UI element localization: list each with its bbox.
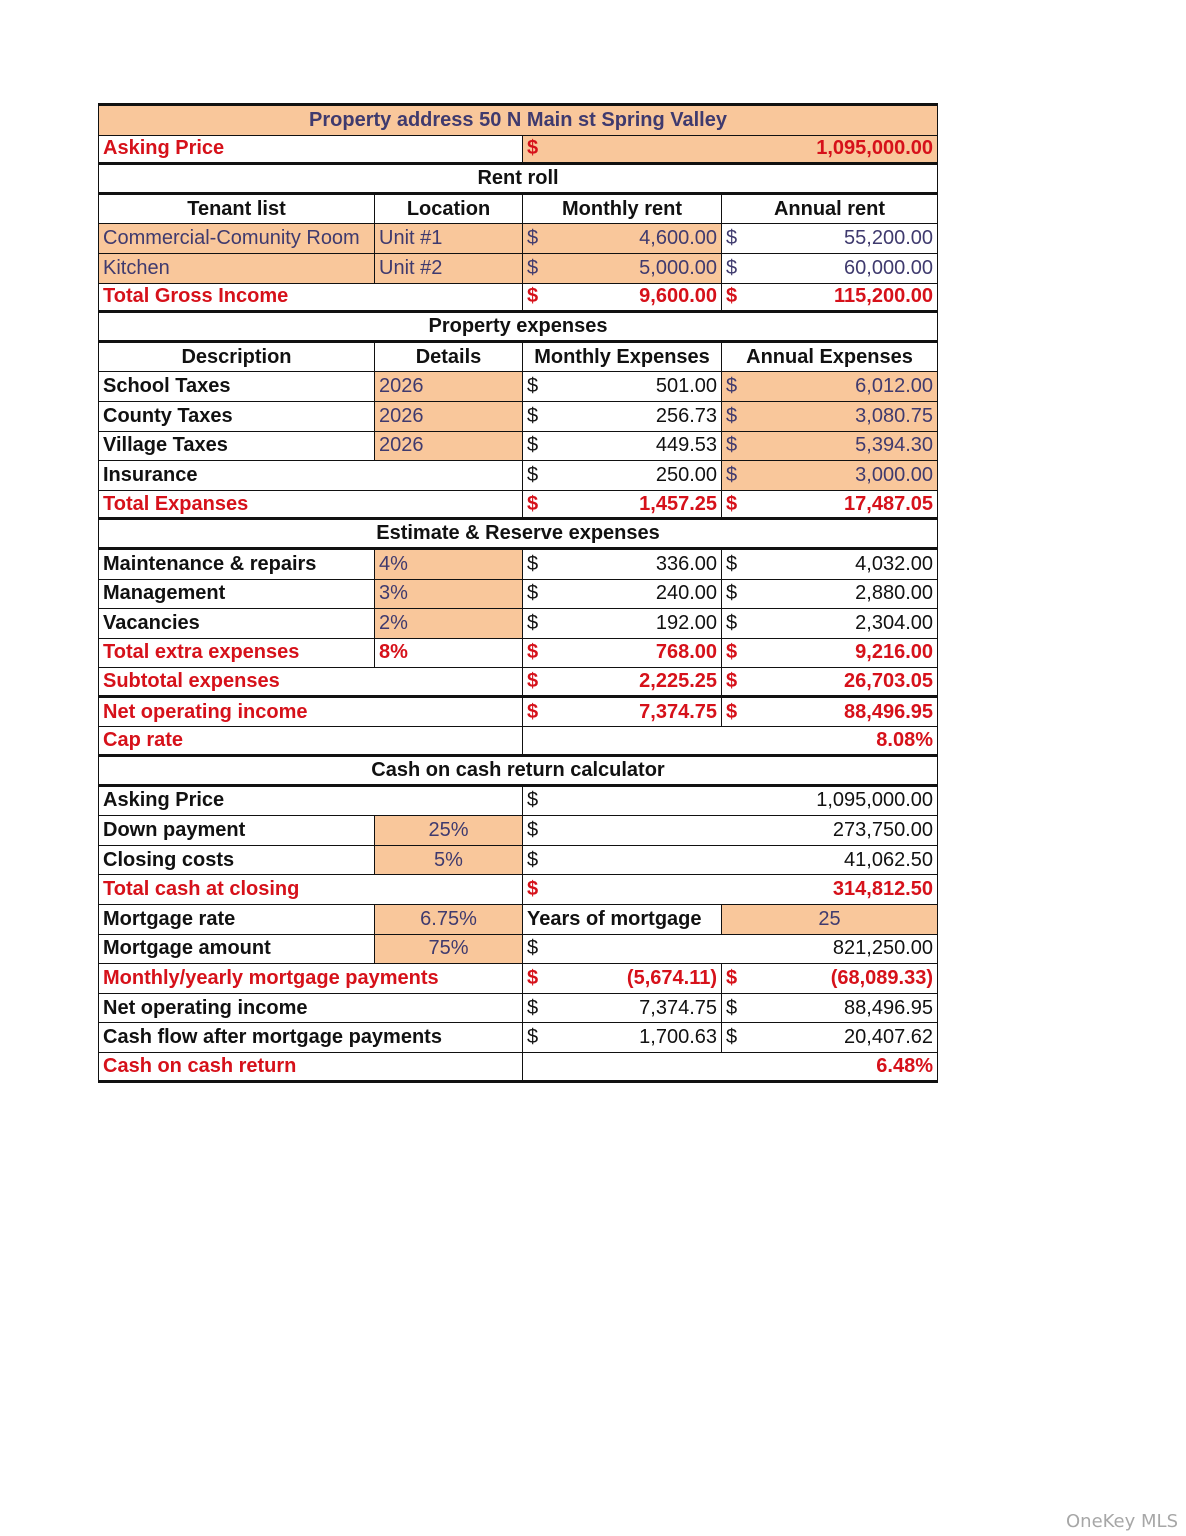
noi-row [98, 698, 938, 728]
expense-details: 2026 [374, 432, 522, 461]
mortgage-amount-label: Mortgage amount [98, 935, 374, 964]
tenant-name: Kitchen [98, 254, 374, 283]
cash-flow-annual: $ 20,407.62 [721, 1023, 938, 1052]
coc-return-value: 6.48% [522, 1053, 938, 1080]
expense-annual: $ 3,000.00 [721, 461, 938, 490]
cash-flow-label: Cash flow after mortgage payments [98, 1023, 522, 1052]
col-header: Annual rent [721, 195, 938, 224]
closing-costs-percent: 5% [374, 846, 522, 875]
cap-rate-label: Cap rate [98, 727, 522, 754]
expense-monthly: $ 449.53 [522, 432, 721, 461]
expense-row [98, 432, 938, 462]
down-payment-row [98, 816, 938, 846]
years-of-mortgage-label: Years of mortgage [522, 905, 721, 934]
rent-roll-header-row [98, 195, 938, 225]
noi-label: Net operating income [98, 698, 522, 727]
down-payment-label: Down payment [98, 816, 374, 845]
monthly-rent: $ 5,000.00 [522, 254, 721, 283]
reserve-row [98, 580, 938, 610]
mortgage-payments-annual: $ (68,089.33) [721, 964, 938, 993]
closing-costs-row [98, 846, 938, 876]
total-gross-income-label: Total Gross Income [98, 284, 522, 311]
cap-rate-row [98, 727, 938, 757]
sheet-title: Property address 50 N Main st Spring Valley [98, 106, 938, 135]
coc-return-row [98, 1053, 938, 1083]
reserve-description: Maintenance & repairs [98, 550, 374, 579]
expenses-header-row [98, 343, 938, 373]
reserve-monthly: $ 192.00 [522, 609, 721, 638]
total-expenses-row [98, 491, 938, 521]
col-header: Annual Expenses [721, 343, 938, 372]
total-extra-label: Total extra expenses [98, 639, 374, 668]
coc-return-label: Cash on cash return [98, 1053, 522, 1080]
rent-roll-heading-row [98, 165, 938, 195]
total-gross-income-row [98, 284, 938, 314]
expense-details: 2026 [374, 372, 522, 401]
expense-description: Village Taxes [98, 432, 374, 461]
expense-annual: $ 6,012.00 [721, 372, 938, 401]
asking-price-value: $ 1,095,000.00 [522, 136, 938, 163]
monthly-rent: $ 4,600.00 [522, 224, 721, 253]
annual-rent: $ 55,200.00 [721, 224, 938, 253]
expense-annual: $ 3,080.75 [721, 402, 938, 431]
col-header: Monthly rent [522, 195, 721, 224]
closing-costs-label: Closing costs [98, 846, 374, 875]
reserve-description: Vacancies [98, 609, 374, 638]
annual-rent: $ 60,000.00 [721, 254, 938, 283]
reserve-row [98, 550, 938, 580]
coc-heading: Cash on cash return calculator [98, 757, 938, 784]
mortgage-amount-value: $ 821,250.00 [522, 935, 938, 964]
mortgage-rate-percent: 6.75% [374, 905, 522, 934]
total-expenses-annual: $ 17,487.05 [721, 491, 938, 518]
expenses-heading-row [98, 313, 938, 343]
cap-rate-value: 8.08% [522, 727, 938, 754]
total-extra-percent: 8% [374, 639, 522, 668]
noi-annual: $ 88,496.95 [721, 698, 938, 727]
mortgage-amount-percent: 75% [374, 935, 522, 964]
total-expenses-label: Total Expanses [98, 491, 522, 518]
asking-price-row [98, 136, 938, 166]
reserve-annual: $ 2,880.00 [721, 580, 938, 609]
reserve-heading: Estimate & Reserve expenses [98, 520, 938, 547]
rent-row [98, 254, 938, 284]
tenant-name: Commercial-Comunity Room [98, 224, 374, 253]
coc-asking-row [98, 787, 938, 817]
mortgage-payments-monthly: $ (5,674.11) [522, 964, 721, 993]
tenant-location: Unit #2 [374, 254, 522, 283]
reserve-annual: $ 2,304.00 [721, 609, 938, 638]
expense-row [98, 461, 938, 491]
coc-noi-monthly: $ 7,374.75 [522, 994, 721, 1023]
total-cash-value: $ 314,812.50 [522, 875, 938, 904]
down-payment-percent: 25% [374, 816, 522, 845]
expenses-heading: Property expenses [98, 313, 938, 340]
coc-noi-label: Net operating income [98, 994, 522, 1023]
mortgage-payments-label: Monthly/yearly mortgage payments [98, 964, 522, 993]
reserve-monthly: $ 240.00 [522, 580, 721, 609]
expense-monthly: $ 250.00 [522, 461, 721, 490]
total-extra-monthly: $ 768.00 [522, 639, 721, 668]
property-analysis-sheet [98, 103, 938, 1083]
coc-asking-label: Asking Price [98, 787, 522, 816]
mortgage-amount-row [98, 935, 938, 965]
watermark: OneKey MLS [1066, 1511, 1178, 1532]
expense-details: 2026 [374, 402, 522, 431]
coc-asking-value: $ 1,095,000.00 [522, 787, 938, 816]
expense-row [98, 372, 938, 402]
expense-row [98, 402, 938, 432]
reserve-description: Management [98, 580, 374, 609]
closing-costs-value: $ 41,062.50 [522, 846, 938, 875]
total-cash-row [98, 875, 938, 905]
coc-heading-row [98, 757, 938, 787]
reserve-percent: 3% [374, 580, 522, 609]
mortgage-rate-row [98, 905, 938, 935]
reserve-percent: 2% [374, 609, 522, 638]
expense-annual: $ 5,394.30 [721, 432, 938, 461]
expense-monthly: $ 256.73 [522, 402, 721, 431]
reserve-monthly: $ 336.00 [522, 550, 721, 579]
reserve-heading-row [98, 520, 938, 550]
total-extra-expenses-row [98, 639, 938, 669]
cash-flow-monthly: $ 1,700.63 [522, 1023, 721, 1052]
years-of-mortgage-value: 25 [721, 905, 938, 934]
title-row [98, 106, 938, 136]
col-header: Location [374, 195, 522, 224]
down-payment-value: $ 273,750.00 [522, 816, 938, 845]
total-gross-annual: $ 115,200.00 [721, 284, 938, 311]
expense-description: County Taxes [98, 402, 374, 431]
subtotal-label: Subtotal expenses [98, 668, 522, 695]
total-extra-annual: $ 9,216.00 [721, 639, 938, 668]
rent-roll-heading: Rent roll [98, 165, 938, 192]
subtotal-monthly: $ 2,225.25 [522, 668, 721, 695]
cash-flow-row [98, 1023, 938, 1053]
col-header: Description [98, 343, 374, 372]
expense-description: Insurance [98, 461, 522, 490]
col-header: Details [374, 343, 522, 372]
expense-monthly: $ 501.00 [522, 372, 721, 401]
col-header: Tenant list [98, 195, 374, 224]
total-gross-monthly: $ 9,600.00 [522, 284, 721, 311]
rent-row [98, 224, 938, 254]
mortgage-payments-row [98, 964, 938, 994]
subtotal-expenses-row [98, 668, 938, 698]
mortgage-rate-label: Mortgage rate [98, 905, 374, 934]
expense-description: School Taxes [98, 372, 374, 401]
tenant-location: Unit #1 [374, 224, 522, 253]
asking-price-label: Asking Price [98, 136, 522, 163]
noi-monthly: $ 7,374.75 [522, 698, 721, 727]
subtotal-annual: $ 26,703.05 [721, 668, 938, 695]
coc-noi-row [98, 994, 938, 1024]
col-header: Monthly Expenses [522, 343, 721, 372]
total-cash-label: Total cash at closing [98, 875, 522, 904]
coc-noi-annual: $ 88,496.95 [721, 994, 938, 1023]
reserve-annual: $ 4,032.00 [721, 550, 938, 579]
total-expenses-monthly: $ 1,457.25 [522, 491, 721, 518]
reserve-row [98, 609, 938, 639]
reserve-percent: 4% [374, 550, 522, 579]
